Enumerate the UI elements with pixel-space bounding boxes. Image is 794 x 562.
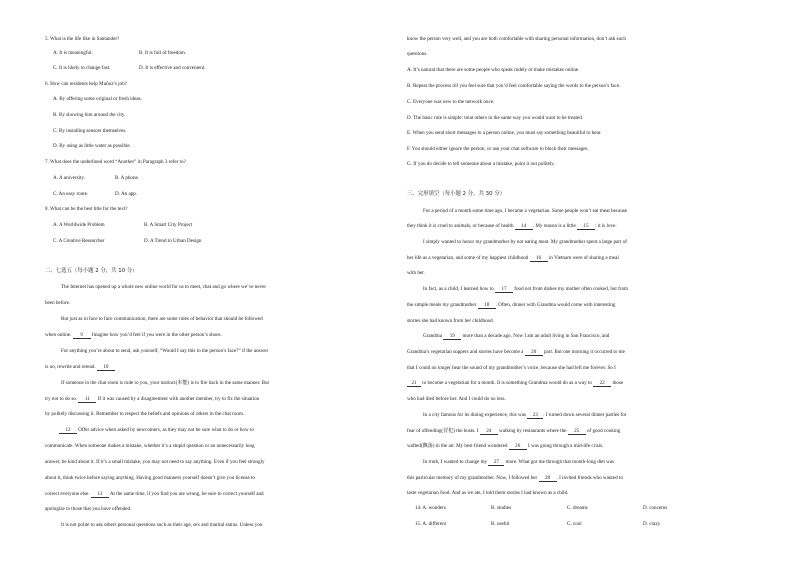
cloze-text: more. What got me through that month-long diet was bbox=[505, 459, 615, 465]
question-5: 5. What is the life like in Santander? bbox=[45, 36, 120, 42]
blank-25[interactable]: 25 bbox=[568, 428, 586, 435]
question-5-options-row1 bbox=[53, 50, 186, 56]
cloze-text: food not from dishes my mother often cooked, but from bbox=[514, 286, 629, 292]
cloze-line bbox=[407, 380, 623, 387]
blank-11[interactable]: 11 bbox=[78, 396, 96, 403]
option: D. The basic rule is simple: treat others in the same way you would want to be treated. bbox=[407, 115, 584, 121]
passage-line: questions. bbox=[407, 51, 428, 57]
option[interactable]: B. useful bbox=[491, 521, 510, 527]
cloze-line: I simply wanted to honor my grandmother by not eating meat. My grandmother spent a large part of bbox=[423, 239, 627, 245]
cloze-line bbox=[407, 475, 623, 482]
option[interactable]: B. A phone. bbox=[115, 175, 140, 181]
option[interactable]: C. A Creative Researcher bbox=[53, 238, 105, 244]
cloze-text: In truth, I wanted to change my bbox=[423, 459, 488, 465]
question-15-options bbox=[415, 521, 719, 527]
cloze-text: of good cooking bbox=[586, 428, 621, 434]
question-8: 8. What can be the best title for the text? bbox=[45, 206, 128, 212]
cloze-line bbox=[407, 255, 619, 262]
cloze-line bbox=[407, 349, 625, 356]
option[interactable]: B. By showing him around the city. bbox=[53, 112, 126, 118]
cloze-line bbox=[407, 302, 615, 309]
section-heading: 三、完形填空（每小题 2 分，共 30 分） bbox=[407, 191, 506, 197]
option[interactable]: B. studies bbox=[491, 505, 512, 511]
blank-21[interactable]: 21 bbox=[407, 380, 421, 387]
option[interactable]: C. It is likely to change fast. bbox=[53, 65, 111, 71]
option[interactable]: D. An app. bbox=[115, 191, 138, 197]
blank-14[interactable]: 14 bbox=[515, 223, 533, 230]
option[interactable]: C. By installing sensors themselves. bbox=[53, 128, 127, 134]
cloze-text: wafted(飘荡) in the air. My best friend wondered bbox=[407, 443, 508, 449]
option[interactable]: D. crazy bbox=[643, 521, 661, 527]
blank-24[interactable]: 24 bbox=[480, 428, 498, 435]
cloze-line: stories she had known from her childhood. bbox=[407, 318, 495, 324]
cloze-text: part. But one morning it occurred to me bbox=[543, 349, 625, 355]
question-7-options-row1 bbox=[53, 175, 139, 181]
option: F. You should either ignore the person, or use your chat software to block their messages. bbox=[407, 146, 589, 152]
passage-line: communicate. When someone makes a mistake, whether it’s a stupid question or an unnecessarily long bbox=[45, 443, 255, 449]
cloze-text: they think it is cruel to animals, or because of health bbox=[407, 223, 514, 229]
passage-line bbox=[45, 491, 264, 498]
option[interactable]: C. cool bbox=[567, 521, 582, 527]
passage-line: If someone in the chat room is rude to you, your instinct(本能) is to fire back in the same manner. But bbox=[61, 380, 269, 386]
question-6: 6. How can residents help Muñoz’s job? bbox=[45, 81, 127, 87]
blank-10[interactable]: 10 bbox=[97, 364, 115, 371]
section-heading: 二、七选五（每小题 2 分，共 10 分） bbox=[45, 268, 138, 274]
cloze-text: Grandma bbox=[423, 333, 442, 339]
option[interactable]: D. A Trend in Urban Design bbox=[144, 238, 202, 244]
passage-line: apologize to those that you have offended. bbox=[45, 506, 132, 512]
blank-13[interactable]: 13 bbox=[91, 491, 109, 498]
question-8-options-row2 bbox=[53, 238, 201, 244]
passage-line: been before. bbox=[45, 300, 71, 306]
passage-line: The Internet has opened up a whole new online world for us to meet, chat and go where we’ve never bbox=[61, 284, 267, 290]
cloze-text: : it is love. bbox=[595, 223, 617, 229]
blank-9[interactable]: 9 bbox=[73, 332, 91, 339]
passage-text: correct everyone else. bbox=[45, 491, 90, 497]
passage-text: Imagine how you’d feel if you were in the other person’s shoes. bbox=[91, 332, 222, 338]
blank-15[interactable]: 15 bbox=[577, 223, 595, 230]
cloze-line bbox=[407, 443, 603, 450]
cloze-text: I was going through a mid-life crisis. bbox=[528, 443, 604, 449]
option[interactable]: 15. A. different bbox=[415, 521, 447, 527]
cloze-text: walking by restaurants where the bbox=[499, 428, 567, 434]
option[interactable]: 14. A. wonders bbox=[415, 505, 446, 511]
blank-12[interactable]: 12 bbox=[59, 427, 77, 434]
passage-line: answer, be kind about it. If it’s a small mistake, you may not need to say anything. Even if you feel strongly bbox=[45, 459, 265, 465]
passage-line: about it, think twice before saying anything. Having good manners yourself doesn’t give you license to bbox=[45, 475, 255, 481]
blank-16[interactable]: 16 bbox=[530, 255, 548, 262]
blank-17[interactable]: 17 bbox=[495, 286, 513, 293]
passage-line: by politely discussing it. Remember to respect the beliefs and opinions of others in the chat room. bbox=[45, 411, 245, 417]
passage-line: It is not polite to ask others personal questions such as their age, sex and marital status. Unless you bbox=[61, 522, 263, 528]
cloze-line: that I could no longer hear the sound of my grandmother’s voice, because she had left me forever. So I bbox=[407, 365, 616, 371]
blank-26[interactable]: 26 bbox=[509, 443, 527, 450]
cloze-line bbox=[423, 333, 609, 340]
cloze-line bbox=[423, 459, 614, 466]
cloze-text: . Often, dinner with Grandma would come with interesting bbox=[495, 302, 616, 308]
passage-text: If it was caused by a disagreement with another member, try to fix the situation bbox=[97, 396, 260, 402]
cloze-line: with her. bbox=[407, 270, 425, 276]
cloze-text: her life as a vegetarian, and some of my happiest childhood bbox=[407, 255, 529, 261]
blank-20[interactable]: 20 bbox=[525, 349, 543, 356]
option[interactable]: D. By using as little water as possible. bbox=[53, 143, 131, 149]
passage-line bbox=[45, 396, 259, 403]
option[interactable]: A. A Worldwide Problem bbox=[53, 222, 105, 228]
cloze-text: . My reason is a little bbox=[532, 223, 576, 229]
passage-line: But just as in face to face communication, there are some rules of behavior that should be followed bbox=[61, 316, 263, 322]
blank-19[interactable]: 19 bbox=[443, 333, 461, 340]
cloze-text: this particular memory of my grandmother. Now, I followed her bbox=[407, 475, 538, 481]
option[interactable]: D. It is effective and convenient. bbox=[139, 65, 206, 71]
cloze-text: the simple meals my grandmother bbox=[407, 302, 477, 308]
blank-28[interactable]: 28 bbox=[539, 475, 557, 482]
blank-18[interactable]: 18 bbox=[478, 302, 496, 309]
cloze-text: to become a vegetarian for a month. It is something Grandma would do as a way to bbox=[422, 380, 592, 386]
blank-23[interactable]: 23 bbox=[527, 412, 543, 419]
passage-line: For anything you’re about to send, ask yourself, “Would I say this to the person’s face?” if the answer bbox=[61, 348, 269, 354]
cloze-text: . I invited friends who wanted to bbox=[556, 475, 623, 481]
option[interactable]: A. By offering some original or fresh ideas. bbox=[53, 96, 142, 102]
passage-text: Offer advice when asked by newcomers, as they may not be sure what to do or how to bbox=[78, 427, 254, 433]
cloze-text: In a city famous for its dining experience, this was bbox=[423, 412, 526, 418]
passage-text: is no, rewrite and reread. bbox=[45, 364, 96, 370]
question-7: 7. What does the underlined word “Another” in Paragraph 3 refer to? bbox=[45, 159, 186, 165]
cloze-line bbox=[407, 428, 620, 435]
blank-27[interactable]: 27 bbox=[488, 459, 504, 466]
passage-text: try not to do so. bbox=[45, 396, 78, 402]
cloze-line: For a period of a month some time ago, I became a vegetarian. Some people won’t eat meat because bbox=[423, 208, 628, 214]
blank-22[interactable]: 22 bbox=[593, 380, 611, 387]
cloze-line: who had died before her. And I could do no less. bbox=[407, 396, 506, 402]
passage-text: when online. bbox=[45, 332, 72, 338]
question-7-options-row2 bbox=[53, 191, 137, 197]
cloze-text: those bbox=[612, 380, 624, 386]
cloze-text: In fact, as a child, I learned how to bbox=[423, 286, 494, 292]
cloze-text: fear of offending(冒犯) the hosts. I bbox=[407, 428, 479, 434]
option[interactable]: B. A Smart City Project bbox=[144, 222, 193, 228]
cloze-text: Grandma’s vegetarian suppers and stories have become a bbox=[407, 349, 524, 355]
option[interactable]: A. It is meaningful. bbox=[53, 50, 93, 56]
cloze-text: in Vietnam were of sharing a meal bbox=[548, 255, 619, 261]
option[interactable]: C. An easy route. bbox=[53, 191, 89, 197]
question-5-options-row2 bbox=[53, 65, 206, 71]
passage-text: At the same time, if you find you are wrong, be sure to correct yourself and bbox=[109, 491, 264, 497]
option: G. If you do decide to tell someone about a mistake, point it out politely. bbox=[407, 161, 555, 167]
question-14-options bbox=[415, 505, 719, 511]
option[interactable]: B. It is full of freedom. bbox=[139, 50, 187, 56]
passage-line bbox=[45, 332, 222, 339]
cloze-line: taste vegetarian food. And as we ate, I told them stories I had known as a child. bbox=[407, 490, 569, 496]
cloze-text: more than a decade ago. Now I am an adult living in San Francisco, and bbox=[462, 333, 610, 339]
passage-line bbox=[45, 427, 254, 434]
passage-line: know the person very well, and you are both comfortable with sharing personal information, don’t ask such bbox=[407, 36, 626, 42]
passage-line bbox=[45, 364, 115, 371]
option: E. When you send short messages to a person online, you must say something beautiful to hear. bbox=[407, 130, 602, 136]
option: C. Everyone was new to the network once. bbox=[407, 99, 495, 105]
cloze-text: . I turned down several dinner parties for bbox=[543, 412, 627, 418]
option[interactable]: A. A university. bbox=[53, 175, 85, 181]
cloze-line bbox=[423, 286, 628, 293]
question-8-options-row1 bbox=[53, 222, 192, 228]
cloze-line bbox=[423, 412, 626, 419]
option: A. It’s natural that there are some people who speak rudely or make mistakes online. bbox=[407, 67, 580, 73]
cloze-line bbox=[407, 223, 617, 230]
option: B. Repeat the process till you feel sure that you’d feel comfortable saying the words to the person’s face. bbox=[407, 83, 621, 89]
option[interactable]: D. concerns bbox=[643, 505, 668, 511]
option[interactable]: C. dreams bbox=[567, 505, 588, 511]
